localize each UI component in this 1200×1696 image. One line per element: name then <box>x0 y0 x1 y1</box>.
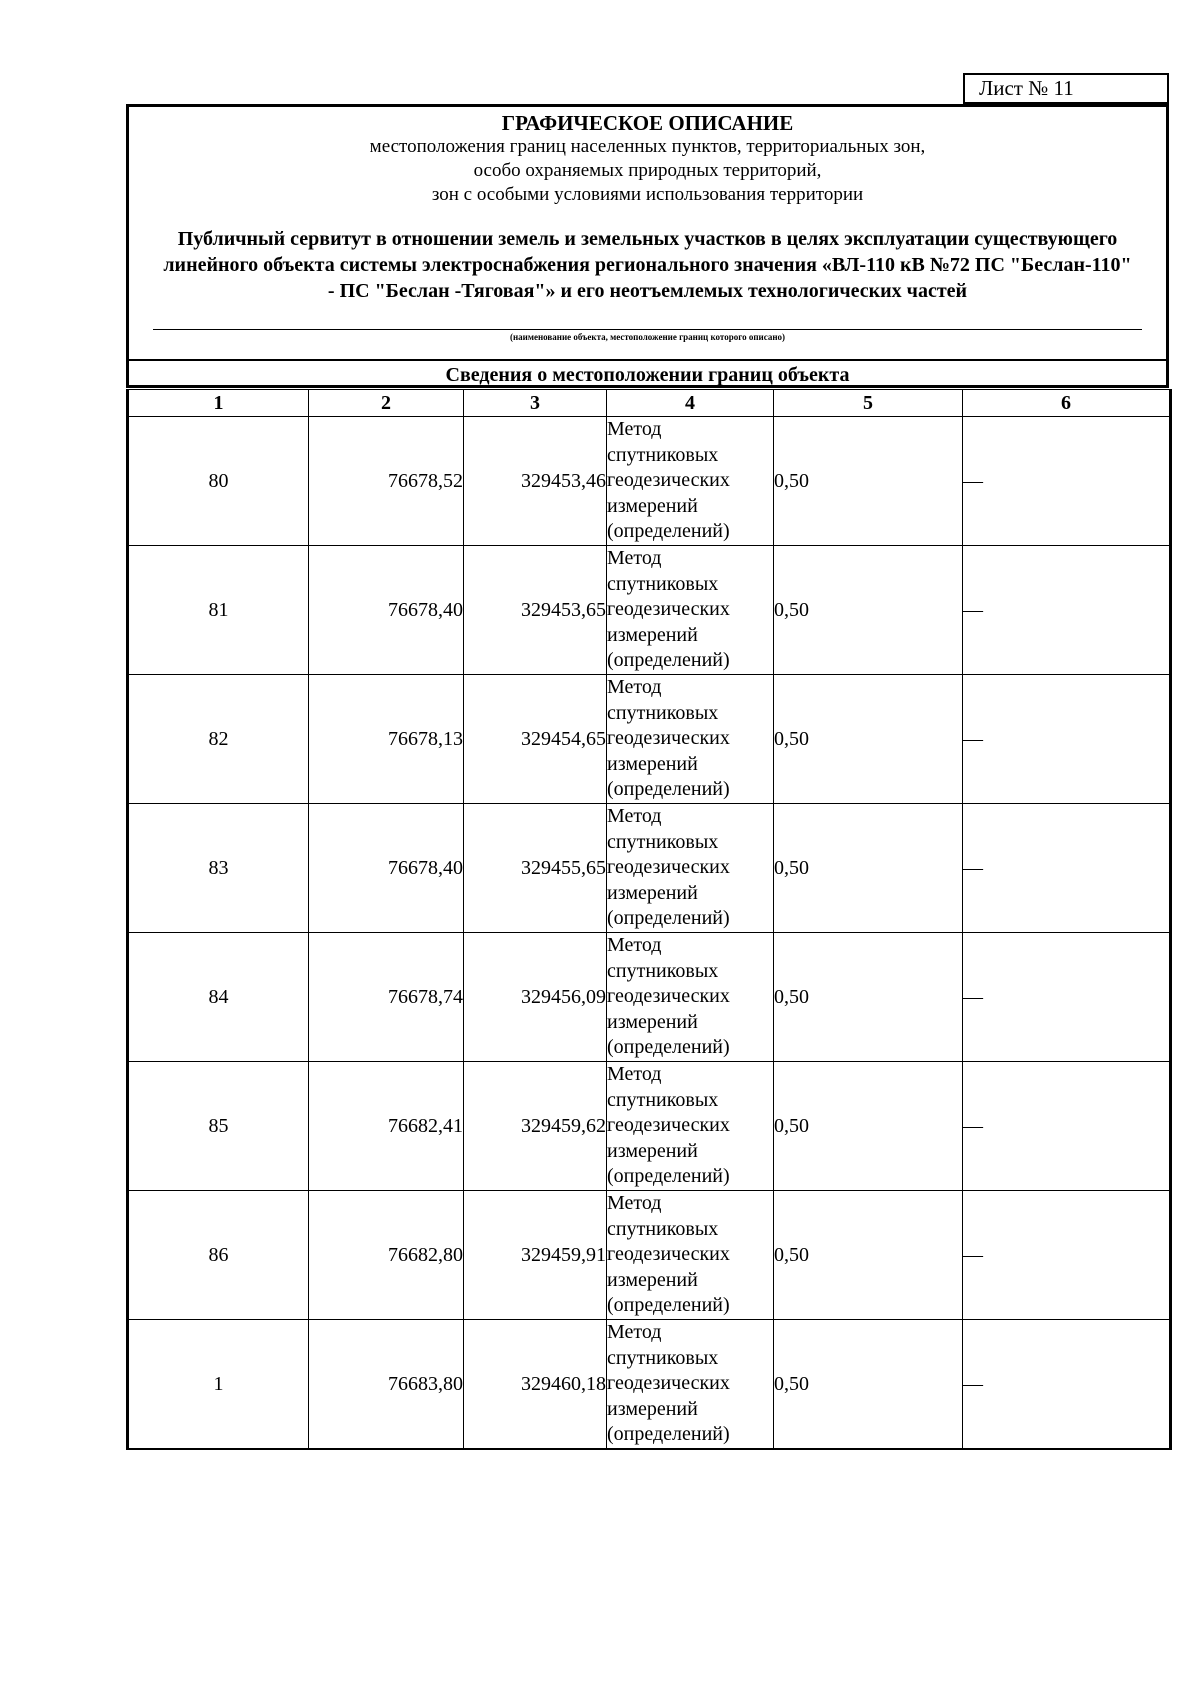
description-cell: — <box>963 1062 1171 1191</box>
accuracy-cell: 0,50 <box>774 804 963 933</box>
point-number-cell: 83 <box>128 804 309 933</box>
y-coordinate-cell: 329456,09 <box>464 933 607 1062</box>
method-cell: Метод спутниковых геодезических измерений (определений) <box>607 1062 774 1191</box>
table-row <box>128 1191 1171 1320</box>
description-cell: — <box>963 675 1171 804</box>
table-row <box>128 1062 1171 1191</box>
y-coordinate-cell: 329453,46 <box>464 417 607 546</box>
x-coordinate-cell: 76678,52 <box>309 417 464 546</box>
section-divider <box>129 359 1166 361</box>
method-cell: Метод спутниковых геодезических измерений (определений) <box>607 1191 774 1320</box>
header-row <box>128 390 1171 417</box>
object-name: Публичный сервитут в отношении земель и земельных участков в целях эксплуатации существующего линейного объекта системы электроснабжения регионального значения «ВЛ-110 кВ №72 ПС "Беслан-110" - ПС "Беслан -Тяговая"» и его неотъемлемых технологических частей <box>163 228 1132 302</box>
column-header-3: 3 <box>464 390 607 417</box>
y-coordinate-cell: 329454,65 <box>464 675 607 804</box>
column-header-6: 6 <box>963 390 1171 417</box>
subtitle-line-1: местоположения границ населенных пунктов, территориальных зон, <box>369 136 926 157</box>
x-coordinate-cell: 76678,40 <box>309 804 464 933</box>
object-name-underline <box>153 329 1142 330</box>
coordinates-table-body <box>128 417 1171 1450</box>
section-title: Сведения о местоположении границ объекта <box>445 364 850 386</box>
table-row <box>128 417 1171 546</box>
table-row <box>128 933 1171 1062</box>
y-coordinate-cell: 329459,91 <box>464 1191 607 1320</box>
sheet-number-label: Лист № 11 <box>979 76 1074 100</box>
subtitle-line-3: зон с особыми условиями использования территории <box>431 184 864 205</box>
y-coordinate-cell: 329453,65 <box>464 546 607 675</box>
point-number-cell: 84 <box>128 933 309 1062</box>
x-coordinate-cell: 76678,40 <box>309 546 464 675</box>
coordinates-table-header <box>128 390 1171 417</box>
x-coordinate-cell: 76682,80 <box>309 1191 464 1320</box>
point-number-cell: 86 <box>128 1191 309 1320</box>
method-cell: Метод спутниковых геодезических измерений (определений) <box>607 804 774 933</box>
table-row <box>128 804 1171 933</box>
column-header-1: 1 <box>128 390 309 417</box>
document-title: ГРАФИЧЕСКОЕ ОПИСАНИЕ <box>501 111 794 135</box>
accuracy-cell: 0,50 <box>774 1062 963 1191</box>
method-cell: Метод спутниковых геодезических измерений (определений) <box>607 933 774 1062</box>
subtitle-line-2: особо охраняемых природных территорий, <box>473 160 822 181</box>
column-header-4: 4 <box>607 390 774 417</box>
description-cell: — <box>963 1191 1171 1320</box>
method-cell: Метод спутниковых геодезических измерений (определений) <box>607 675 774 804</box>
accuracy-cell: 0,50 <box>774 933 963 1062</box>
point-number-cell: 81 <box>128 546 309 675</box>
method-cell: Метод спутниковых геодезических измерений (определений) <box>607 417 774 546</box>
method-cell: Метод спутниковых геодезических измерений (определений) <box>607 546 774 675</box>
point-number-cell: 80 <box>128 417 309 546</box>
x-coordinate-cell: 76682,41 <box>309 1062 464 1191</box>
coordinates-table <box>126 389 1172 1450</box>
x-coordinate-cell: 76683,80 <box>309 1320 464 1450</box>
y-coordinate-cell: 329459,62 <box>464 1062 607 1191</box>
column-header-5: 5 <box>774 390 963 417</box>
accuracy-cell: 0,50 <box>774 675 963 804</box>
accuracy-cell: 0,50 <box>774 1191 963 1320</box>
sheet-number-box <box>963 73 1169 104</box>
table-row <box>128 546 1171 675</box>
object-caption: (наименование объекта, местоположение границ которого описано) <box>509 332 786 342</box>
accuracy-cell: 0,50 <box>774 1320 963 1450</box>
document-header <box>126 104 1169 388</box>
point-number-cell: 85 <box>128 1062 309 1191</box>
column-header-2: 2 <box>309 390 464 417</box>
point-number-cell: 1 <box>128 1320 309 1450</box>
table-row <box>128 675 1171 804</box>
description-cell: — <box>963 417 1171 546</box>
x-coordinate-cell: 76678,74 <box>309 933 464 1062</box>
accuracy-cell: 0,50 <box>774 417 963 546</box>
y-coordinate-cell: 329460,18 <box>464 1320 607 1450</box>
point-number-cell: 82 <box>128 675 309 804</box>
description-cell: — <box>963 933 1171 1062</box>
x-coordinate-cell: 76678,13 <box>309 675 464 804</box>
description-cell: — <box>963 804 1171 933</box>
method-cell: Метод спутниковых геодезических измерений (определений) <box>607 1320 774 1450</box>
accuracy-cell: 0,50 <box>774 546 963 675</box>
description-cell: — <box>963 1320 1171 1450</box>
table-row <box>128 1320 1171 1450</box>
description-cell: — <box>963 546 1171 675</box>
y-coordinate-cell: 329455,65 <box>464 804 607 933</box>
